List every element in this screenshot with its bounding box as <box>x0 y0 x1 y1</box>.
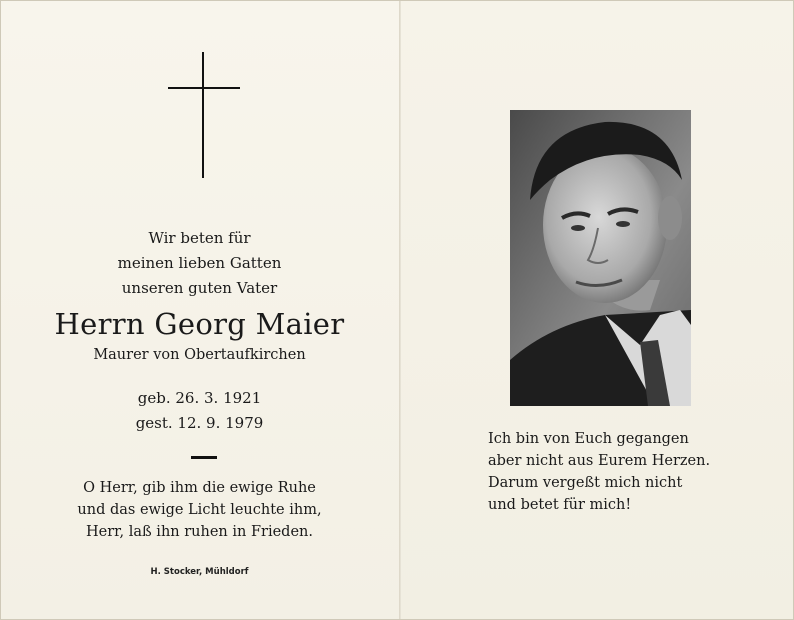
intro-line-3: unseren guten Vater <box>121 279 278 297</box>
verse-line-4: und betet für mich! <box>488 497 632 513</box>
cross-icon <box>168 52 240 178</box>
printer-imprint: H. Stocker, Mühldorf <box>150 567 249 577</box>
death-date: gest. 12. 9. 1979 <box>135 414 264 432</box>
divider <box>191 456 217 459</box>
deceased-name: Herrn Georg Maier <box>54 307 345 341</box>
intro-line-2: meinen lieben Gatten <box>117 254 282 272</box>
verse-line-2: aber nicht aus Eurem Herzen. <box>488 453 711 469</box>
birth-date: geb. 26. 3. 1921 <box>137 389 262 407</box>
prayer-line-3: Herr, laß ihn ruhen in Frieden. <box>86 524 313 540</box>
prayer-line-2: und das ewige Licht leuchte ihm, <box>77 502 322 518</box>
prayer-line-1: O Herr, gib ihm die ewige Ruhe <box>83 480 316 496</box>
verse-line-3: Darum vergeßt mich nicht <box>488 475 683 491</box>
occupation: Maurer von Obertaufkirchen <box>93 347 306 363</box>
intro-line-1: Wir beten für <box>148 229 251 247</box>
verse-line-1: Ich bin von Euch gegangen <box>488 431 689 447</box>
portrait-photo <box>510 110 691 406</box>
